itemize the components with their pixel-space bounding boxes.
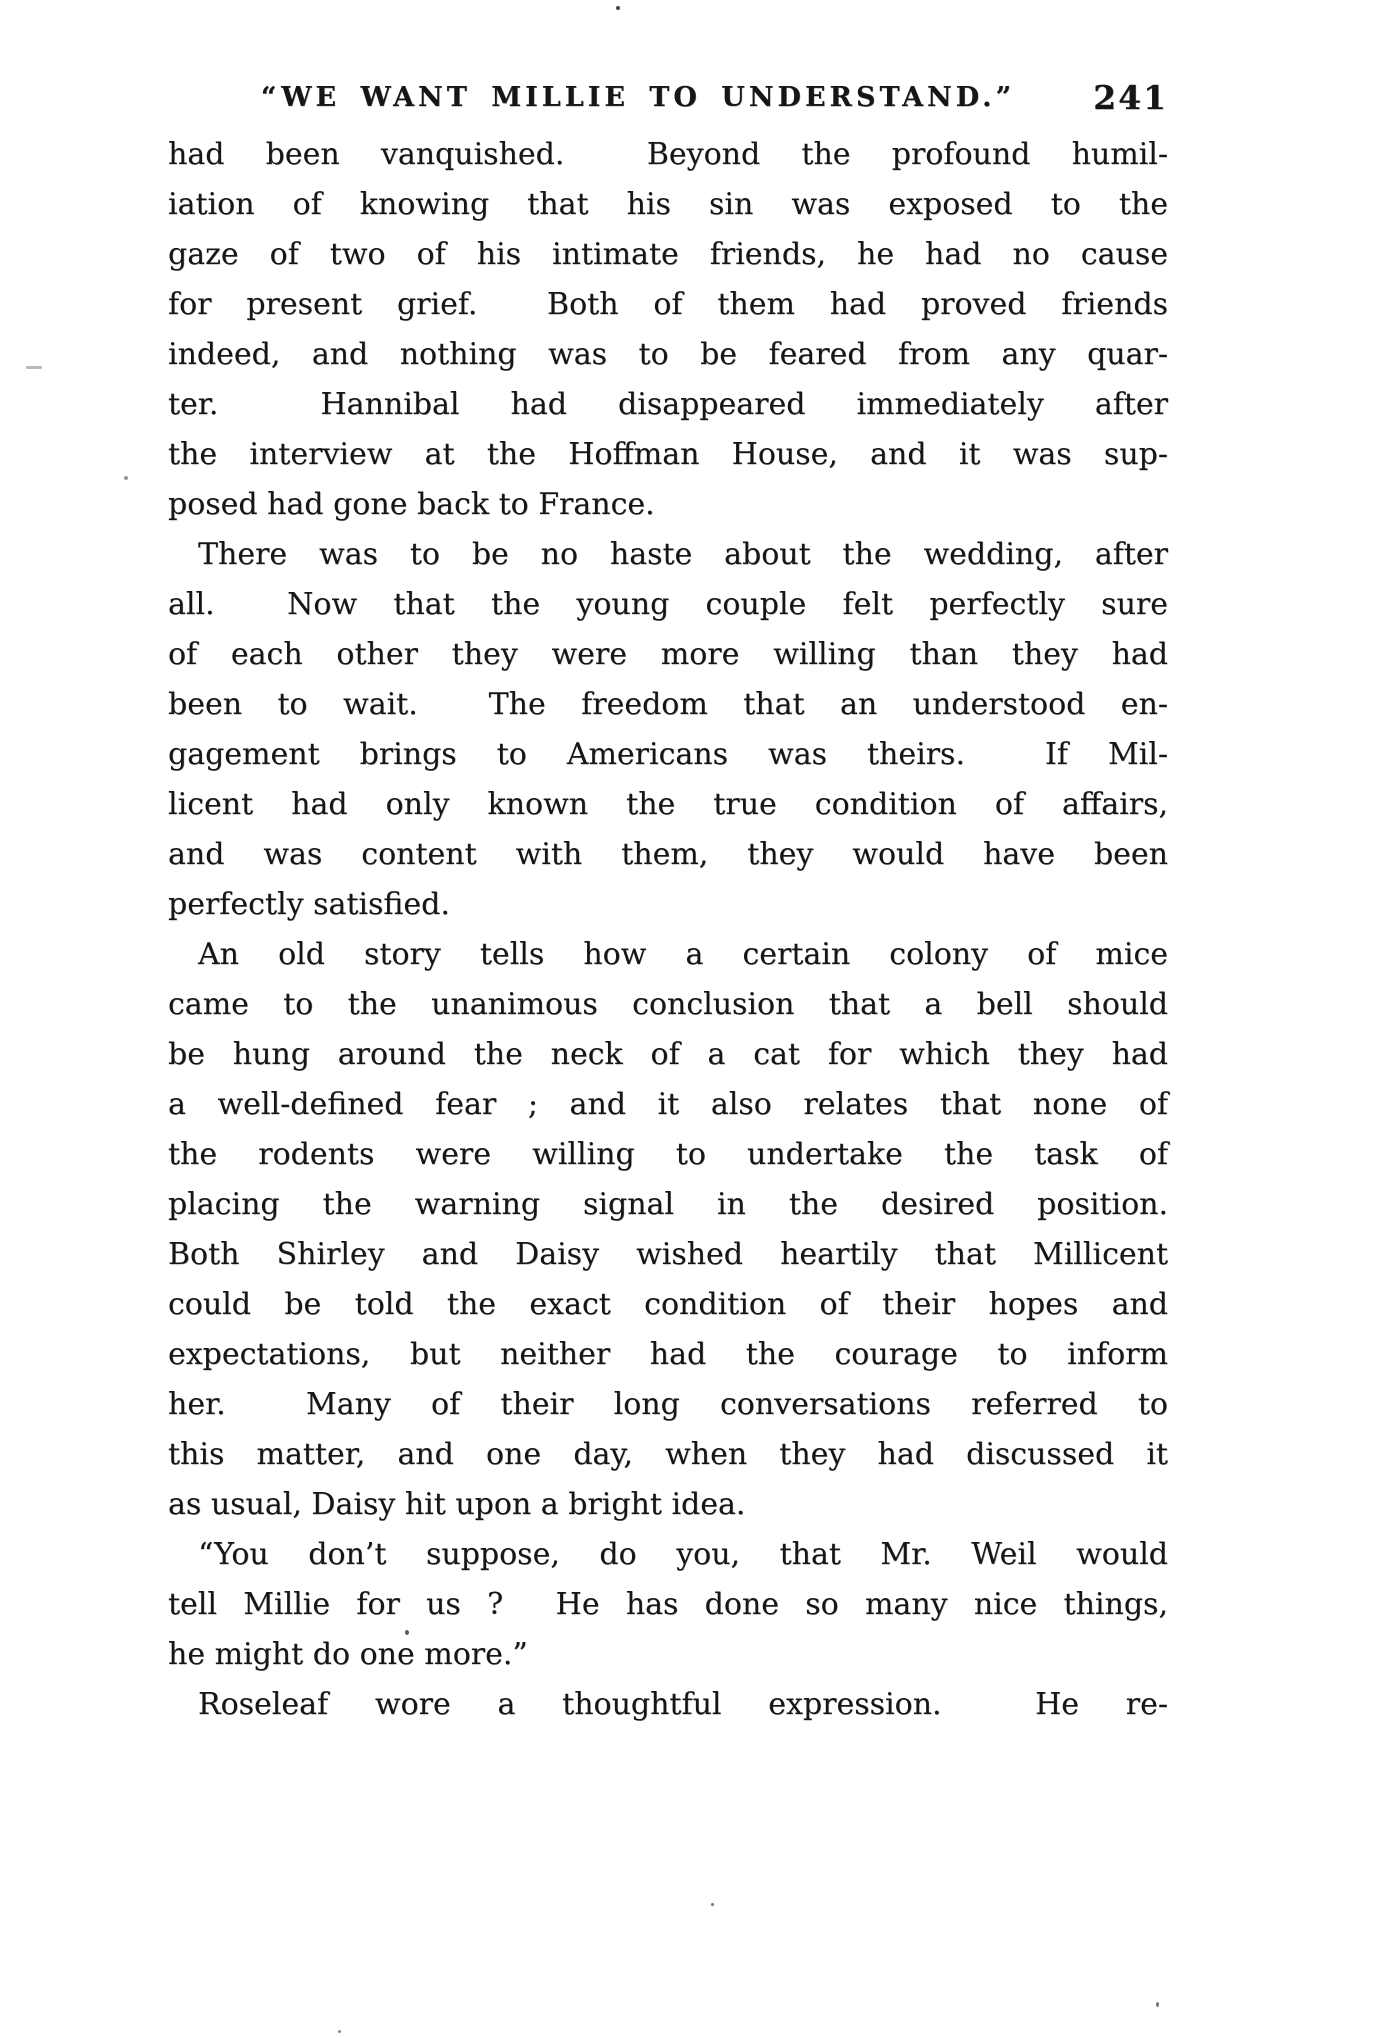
text-line: “You don’t suppose, do you, that Mr. Weil would (198, 1537, 1168, 1572)
paragraph (168, 930, 1168, 1530)
text-line: perfectly satisfied. (168, 887, 450, 922)
text-line: be hung around the neck of a cat for which they had (168, 1037, 1168, 1072)
scan-speck (124, 476, 128, 480)
scan-speck (711, 1903, 714, 1906)
text-line: gagement brings to Americans was theirs. If Mil- (168, 737, 1168, 772)
scan-speck (405, 1630, 409, 1635)
text-line: placing the warning signal in the desired position. (168, 1187, 1168, 1222)
scan-speck (616, 6, 620, 10)
text-line: posed had gone back to France. (168, 487, 655, 522)
text-line: the interview at the Hoffman House, and it was sup- (168, 437, 1168, 472)
text-line: expectations, but neither had the courage to inform (168, 1337, 1168, 1372)
text-line: been to wait. The freedom that an understood en- (168, 687, 1168, 722)
text-line: indeed, and nothing was to be feared from any quar- (168, 337, 1168, 372)
text-line: could be told the exact condition of their hopes and (168, 1287, 1168, 1322)
paragraph (168, 530, 1168, 930)
text-line: for present grief. Both of them had proved friends (168, 287, 1168, 322)
text-line: gaze of two of his intimate friends, he had no cause (168, 237, 1168, 272)
text-line: Roseleaf wore a thoughtful expression. He re- (198, 1687, 1168, 1722)
text-line: of each other they were more willing than they had (168, 637, 1168, 672)
text-line: ter. Hannibal had disappeared immediately after (168, 387, 1168, 422)
text-line: a well-defined fear ; and it also relates that none of (168, 1087, 1168, 1122)
text-line: tell Millie for us ? He has done so many nice things, (168, 1587, 1168, 1622)
text-line: licent had only known the true condition of affairs, (168, 787, 1168, 822)
text-line: and was content with them, they would have been (168, 837, 1168, 872)
text-line: came to the unanimous conclusion that a bell should (168, 987, 1168, 1022)
scan-speck (1156, 2002, 1159, 2007)
paragraph (168, 1680, 1168, 1730)
page-number: 241 (1093, 78, 1168, 117)
paragraph (168, 130, 1168, 530)
text-line: he might do one more.” (168, 1637, 528, 1672)
text-line: this matter, and one day, when they had discussed it (168, 1437, 1168, 1472)
text-line: iation of knowing that his sin was exposed to the (168, 187, 1168, 222)
text-line: all. Now that the young couple felt perfectly sure (168, 587, 1168, 622)
text-line: as usual, Daisy hit upon a bright idea. (168, 1487, 746, 1522)
text-line: There was to be no haste about the wedding, after (198, 537, 1168, 572)
page-text (168, 130, 1168, 1730)
text-line: had been vanquished. Beyond the profound humil- (168, 137, 1168, 172)
text-line: Both Shirley and Daisy wished heartily that Millicent (168, 1237, 1168, 1272)
page-header (168, 78, 1168, 128)
scan-speck (26, 366, 42, 369)
running-title: “WE WANT MILLIE TO UNDERSTAND.” (260, 82, 1016, 113)
text-line: the rodents were willing to undertake the task of (168, 1137, 1168, 1172)
text-line: An old story tells how a certain colony of mice (198, 937, 1168, 972)
scan-speck (338, 2030, 341, 2033)
paragraph (168, 1530, 1168, 1680)
text-line: her. Many of their long conversations referred to (168, 1387, 1168, 1422)
